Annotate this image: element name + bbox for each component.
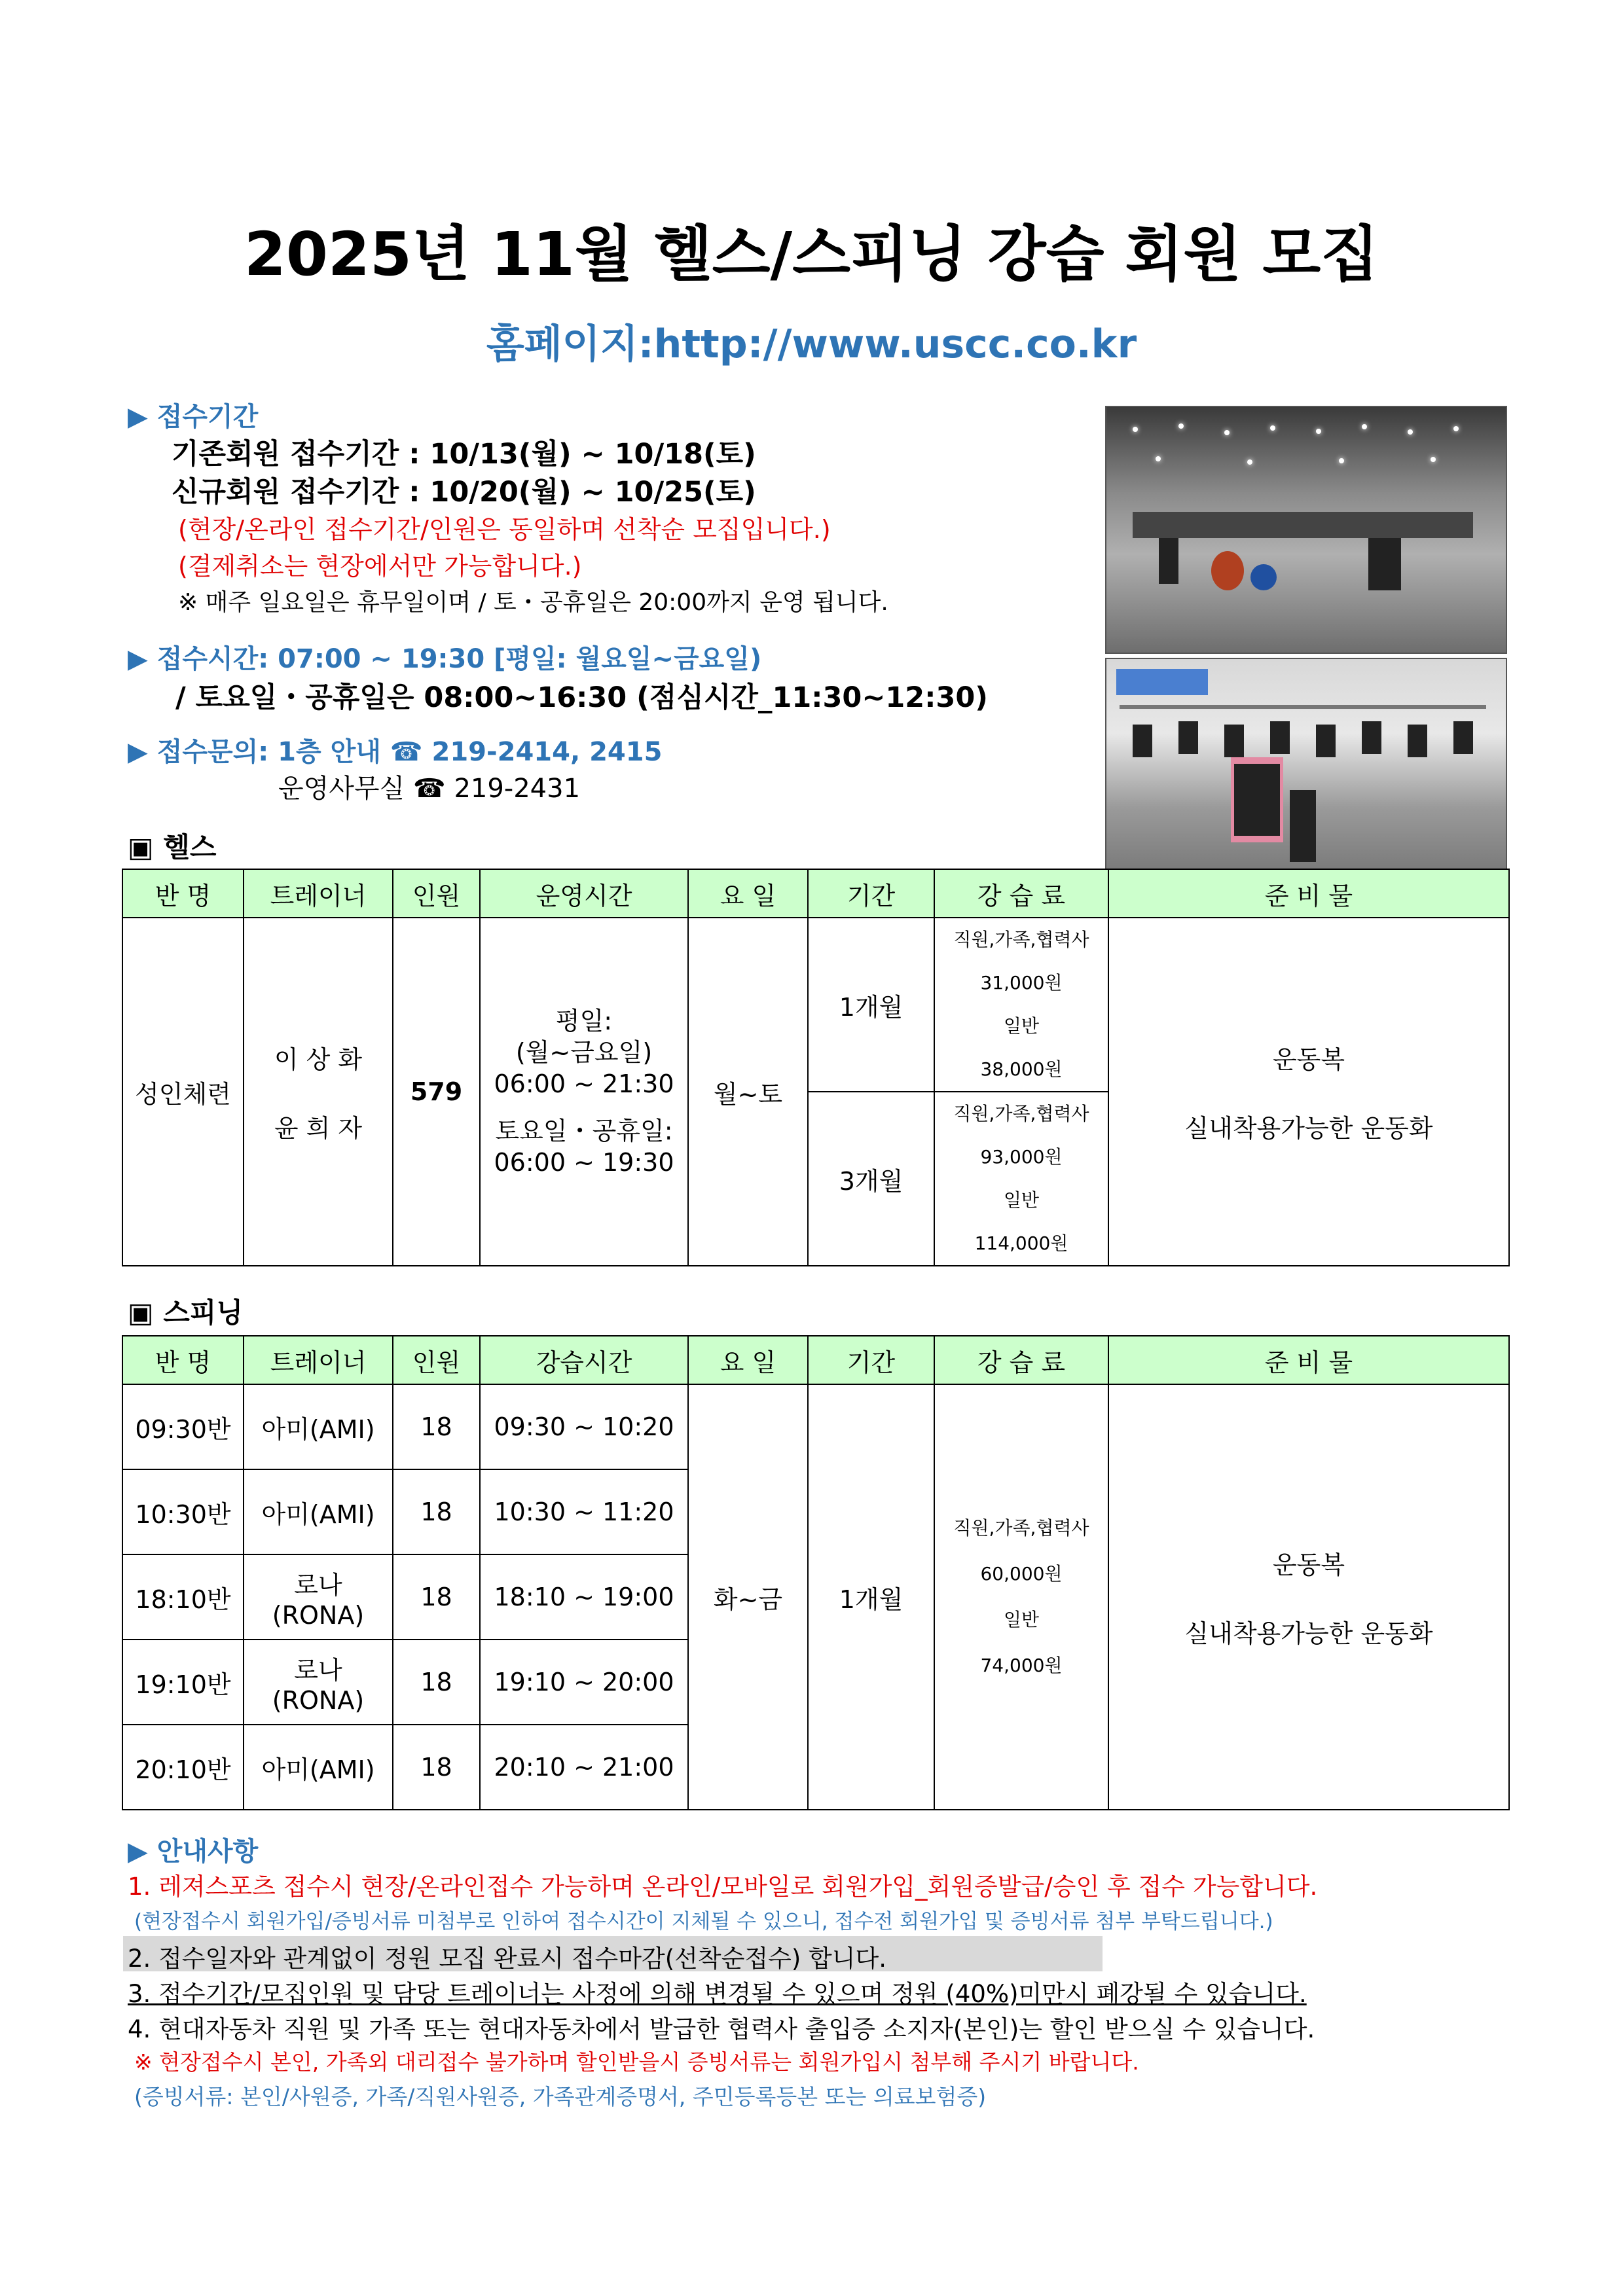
header-fee: 강 습 료 — [934, 869, 1108, 918]
row-capacity: 18 — [393, 1469, 480, 1554]
prep-shoes: 실내착용가능한 운동화 — [1184, 1114, 1433, 1143]
header-trainer: 트레이너 — [244, 1336, 393, 1384]
row-class: 19:10반 — [122, 1640, 244, 1725]
header-time: 운영시간 — [480, 869, 688, 918]
health-days: 월~토 — [688, 918, 808, 1266]
fee-staff-label: 직원,가족,협력사 — [953, 1517, 1089, 1539]
header-period: 기간 — [808, 869, 934, 918]
row-time: 09:30 ~ 10:20 — [480, 1384, 688, 1469]
row-trainer: 아미(AMI) — [244, 1725, 393, 1810]
prep-shoes: 실내착용가능한 운동화 — [1184, 1619, 1433, 1648]
health-period-3: 3개월 — [808, 1092, 934, 1266]
header-fee: 강 습 료 — [934, 1336, 1108, 1384]
spinning-fee — [934, 1384, 1108, 1810]
registration-note-3: ※ 매주 일요일은 휴무일이며 / 토・공휴일은 20:00까지 운영 됩니다. — [178, 589, 888, 616]
header-class: 반 명 — [122, 1336, 244, 1384]
trainer-1: 이 상 화 — [274, 1045, 363, 1074]
fee-1-staff-label: 직원,가족,협력사 — [953, 929, 1089, 950]
row-class: 18:10반 — [122, 1554, 244, 1640]
notice-4: 4. 현대자동차 직원 및 가족 또는 현대자동차에서 발급한 협력사 출입증 소지자(본인)는 할인 받으실 수 있습니다. — [128, 2015, 1315, 2043]
spinning-period: 1개월 — [808, 1384, 934, 1810]
hours-heading: ▶ 접수시간: 07:00 ~ 19:30 [평일: 월요일~금요일) — [128, 644, 762, 674]
table-row — [122, 1384, 1509, 1469]
health-capacity: 579 — [393, 918, 480, 1266]
new-period: 신규회원 접수기간 : 10/20(월) ~ 10/25(토) — [172, 476, 756, 509]
notice-3: 3. 접수기간/모집인원 및 담당 트레이너는 사정에 의해 변경될 수 있으며 정원 (40%)미만시 폐강될 수 있습니다. — [128, 1980, 1307, 2008]
registration-heading: ▶ 접수기간 — [128, 402, 259, 432]
notice-1b: (현장접수시 회원가입/증빙서류 미첨부로 인하여 접수시간이 지체될 수 있으니, 접수전 회원가입 및 증빙서류 첨부 부탁드립니다.) — [134, 1910, 1273, 1933]
time-weekday-label: 평일: — [555, 1007, 613, 1035]
fee-staff-price: 60,000원 — [980, 1563, 1063, 1585]
header-days: 요 일 — [688, 869, 808, 918]
spinning-prep — [1108, 1384, 1509, 1810]
trainer-name: 로나 — [294, 1655, 342, 1685]
row-time: 20:10 ~ 21:00 — [480, 1725, 688, 1810]
row-trainer — [244, 1554, 393, 1640]
fee-general-label: 일반 — [1003, 1609, 1040, 1630]
health-time — [480, 918, 688, 1266]
health-header-row — [122, 869, 1509, 918]
notice-1: 1. 레져스포츠 접수시 현장/온라인접수 가능하며 온라인/모바일로 회원가입_회원증발급/승인 후 접수 가능합니다. — [128, 1873, 1318, 1901]
header-capacity: 인원 — [393, 1336, 480, 1384]
notice-heading: ▶ 안내사항 — [128, 1837, 259, 1867]
row-capacity: 18 — [393, 1640, 480, 1725]
row-time: 18:10 ~ 19:00 — [480, 1554, 688, 1640]
notice-2: 2. 접수일자와 관계없이 정원 모집 완료시 접수마감(선착순접수) 합니다. — [128, 1945, 887, 1973]
spinning-table — [122, 1335, 1510, 1810]
header-prep: 준 비 물 — [1108, 1336, 1509, 1384]
row-time: 10:30 ~ 11:20 — [480, 1469, 688, 1554]
trainer-2: 윤 희 자 — [274, 1114, 363, 1143]
health-section-title: ▣ 헬스 — [128, 831, 217, 863]
row-trainer: 아미(AMI) — [244, 1384, 393, 1469]
fee-3-staff-label: 직원,가족,협력사 — [953, 1103, 1089, 1124]
health-prep — [1108, 918, 1509, 1266]
registration-note-1: (현장/온라인 접수기간/인원은 동일하며 선착순 모집입니다.) — [178, 515, 831, 544]
row-class: 10:30반 — [122, 1469, 244, 1554]
fee-1-staff-price: 31,000원 — [980, 972, 1063, 994]
spinning-days: 화~금 — [688, 1384, 808, 1810]
row-class: 09:30반 — [122, 1384, 244, 1469]
fee-3-general-label: 일반 — [1003, 1189, 1040, 1211]
header-time: 강습시간 — [480, 1336, 688, 1384]
trainer-name-en: (RONA) — [272, 1685, 365, 1715]
notice-5: ※ 현장접수시 본인, 가족외 대리접수 불가하며 할인받을시 증빙서류는 회원가입시 첨부해 주시기 바랍니다. — [134, 2049, 1139, 2075]
row-class: 20:10반 — [122, 1725, 244, 1810]
row-capacity: 18 — [393, 1725, 480, 1810]
fee-1-general-label: 일반 — [1003, 1015, 1040, 1037]
trainer-name: 로나 — [294, 1570, 342, 1600]
time-weekday-hours: 06:00 ~ 21:30 — [494, 1069, 674, 1098]
spinning-section-title: ▣ 스피닝 — [128, 1297, 244, 1329]
fee-3-general-price: 114,000원 — [974, 1232, 1068, 1254]
fee-general-price: 74,000원 — [980, 1655, 1063, 1676]
row-capacity: 18 — [393, 1384, 480, 1469]
row-trainer — [244, 1640, 393, 1725]
spinning-header-row — [122, 1336, 1509, 1384]
header-period: 기간 — [808, 1336, 934, 1384]
time-weekend-hours: 06:00 ~ 19:30 — [494, 1148, 674, 1177]
trainer-name-en: (RONA) — [272, 1600, 365, 1630]
inquiry-heading: ▶ 접수문의: 1층 안내 ☎ 219-2414, 2415 — [128, 737, 663, 767]
time-weekend-label: 토요일・공휴일: — [495, 1117, 673, 1145]
header-class: 반 명 — [122, 869, 244, 918]
health-period-1: 1개월 — [808, 918, 934, 1092]
gym-photo — [1105, 406, 1507, 654]
row-time: 19:10 ~ 20:00 — [480, 1640, 688, 1725]
notice-6: (증빙서류: 본인/사원증, 가족/직원사원증, 가족관계증명서, 주민등록등본 또는 의료보험증) — [134, 2084, 987, 2109]
fee-1-general-price: 38,000원 — [980, 1058, 1063, 1080]
fee-3-staff-price: 93,000원 — [980, 1146, 1063, 1168]
page-title: 2025년 11월 헬스/스피닝 강습 회원 모집 — [244, 219, 1379, 289]
hours-line-2: / 토요일・공휴일은 08:00~16:30 (점심시간_11:30~12:30) — [175, 681, 988, 714]
time-weekday-range: (월~금요일) — [515, 1038, 653, 1067]
prep-clothes: 운동복 — [1272, 1045, 1345, 1074]
homepage-link[interactable]: 홈페이지:http://www.uscc.co.kr — [486, 321, 1137, 367]
health-trainers — [244, 918, 393, 1266]
header-trainer: 트레이너 — [244, 869, 393, 918]
existing-period: 기존회원 접수기간 : 10/13(월) ~ 10/18(토) — [172, 438, 756, 471]
registration-note-2: (결제취소는 현장에서만 가능합니다.) — [178, 552, 582, 581]
health-fee-1 — [934, 918, 1108, 1092]
row-capacity: 18 — [393, 1554, 480, 1640]
inquiry-line-2: 운영사무실 ☎ 219-2431 — [278, 774, 581, 804]
health-fee-3 — [934, 1092, 1108, 1266]
health-table — [122, 869, 1510, 1266]
header-prep: 준 비 물 — [1108, 869, 1509, 918]
spinning-photo — [1105, 658, 1507, 873]
health-class: 성인체련 — [122, 918, 244, 1266]
row-trainer: 아미(AMI) — [244, 1469, 393, 1554]
header-days: 요 일 — [688, 1336, 808, 1384]
prep-clothes: 운동복 — [1272, 1551, 1345, 1579]
header-capacity: 인원 — [393, 869, 480, 918]
